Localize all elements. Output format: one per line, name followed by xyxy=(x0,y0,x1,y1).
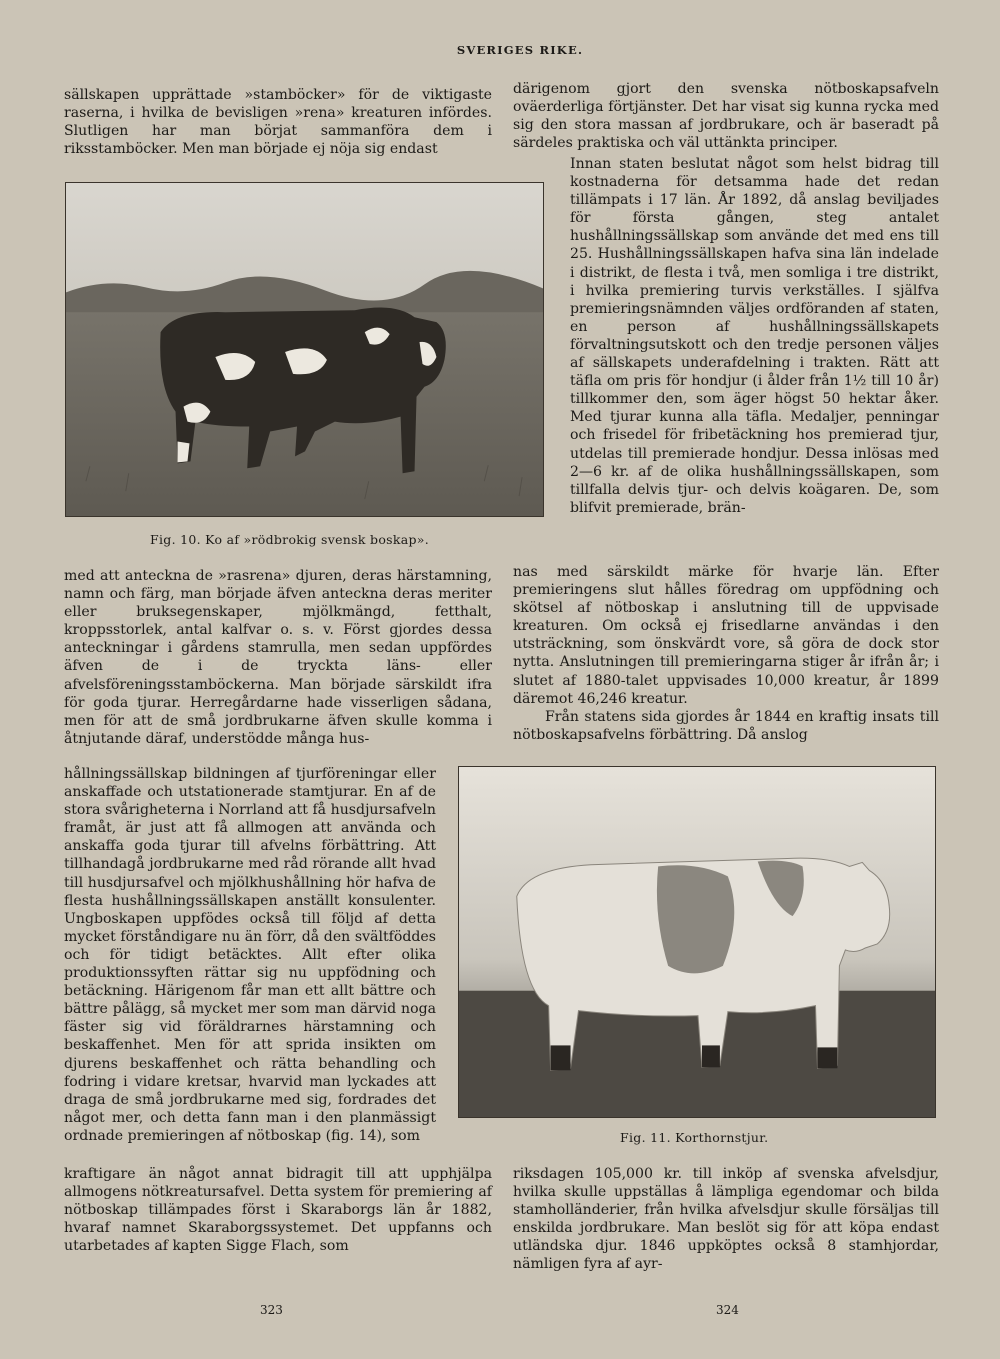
right-column-indented-text xyxy=(570,155,939,517)
paragraph: riksdagen 105,000 kr. till inköp af svenska afvelsdjur, hvilka skulle uppställas å lämpliga egendomar och bilda stamholländerier, från hvilka afvelsdjur skulle försäljas till enskilda jordbrukare. Man beslöt sig för att köpa endast utländska djur. 1846 uppköptes också 8 stamhjordar, nämligen fyra af ayr- xyxy=(513,1166,939,1273)
paragraph: med att anteckna de »rasrena» djuren, deras härstamning, namn och färg, man började äfven anteckna deras meriter eller bruksegenskaper, mjölkmängd, fetthalt, kroppsstorlek, antal kalfvar o. s. v. Först gjordes dessa anteckningar i gårdens stamrulla, men sedan uppfördes äfven de i de tryckta läns- eller afvelsföreningsstamböckerna. Man började särskildt ifra för goda tjurar. Herregårdarne hade visserligen sådana, men för att de små jordbrukarne äfven skulle komma i åtnjutande däraf, understödde många hus- xyxy=(64,568,492,747)
paragraph: hållningssällskap bildningen af tjurföreningar eller anskaffade och utstationerade stamtjurar. En af de stora svårigheterna i Norrland att få husdjursafveln framåt, är just att få allmogen att använda och anskaffa goda tjurar till afvelns förbättring. Att tillhandagå jordbrukarne med råd rörande allt hvad till husdjursafvel och mjölkhushållning hör hafva de flesta hushållningssällskapen anställt konsulenter. Ungboskapen uppfödes också till följd af detta mycket förståndigare nu än förr, då den svältföddes och för tidigt betäcktes. Allt efter olika produktionssyften rättar sig nu uppfödning och betäckning. Härigenom får man ett allt bättre och bättre pålägg, så mycket mer som man därvid noga fäster sig vid föräldrarnes härstamning och beskaffenhet. Men för att sprida insikten om djurens beskaffenhet och rätta behandling och fodring i vidare kretsar, hvarvid man lyckades att draga de små jordbrukarne med sig, fordrades det något mer, och detta fann man i den planmässigt ordnade premieringen af nötboskap (fig. 14), som xyxy=(64,766,436,1144)
right-column-bottom-text xyxy=(513,1165,939,1274)
paragraph: därigenom gjort den svenska nötboskapsafveln oväerderliga förtjänster. Det har visat sig kunna rycka med sig den stora massan af jordbrukare, och är baseradt på särdeles praktiska och väl uttänkta principer. xyxy=(513,81,939,152)
right-column-top-text xyxy=(513,80,939,152)
left-column-middle-text xyxy=(64,567,492,748)
figure-11-bull-photo xyxy=(458,766,936,1118)
bull-photo-image xyxy=(459,767,935,1117)
figure-10-caption: Fig. 10. Ko af »rödbrokig svensk boskap». xyxy=(150,532,430,547)
paragraph: sällskapen upprättade »stamböcker» för de viktigaste raserna, i hvilka de bevisligen »rena» kreaturen infördes. Slutligen har man börjat sammanföra dem i riksstamböcker. Men man började ej nöja sig endast xyxy=(64,87,492,158)
page-number-right: 324 xyxy=(716,1303,739,1317)
cow-photo-image xyxy=(66,183,543,516)
figure-10-cow-photo xyxy=(65,182,544,517)
paragraph: nas med särskildt märke för hvarje län. Efter premieringens slut hålles föredrag om uppfödning och skötsel af nötboskap i anslutning till de uppvisade kreaturen. Om också ej frisedlarne användas i den utsträckning, som önskvärdt vore, så göra de dock stor nytta. Anslutningen till premieringarna stiger år ifrån år; i slutet af 1880-talet uppvisades 10,000 kreatur, år 1899 däremot 46,246 kreatur. xyxy=(513,564,939,707)
right-column-middle-text xyxy=(513,563,939,744)
paragraph: kraftigare än något annat bidragit till att upphjälpa allmogens nötkreatursafvel. Detta system för premiering af nötboskap tillämpades först i Skaraborgs län år 1882, hvaraf namnet Skaraborgssystemet. Det uppfanns och utarbetades af kapten Sigge Flach, som xyxy=(64,1166,492,1255)
running-header: SVERIGES RIKE. xyxy=(456,43,584,57)
paragraph: Från statens sida gjordes år 1844 en kraftig insats till nötboskapsafvelns förbättring. Då anslog xyxy=(513,708,939,743)
figure-11-caption: Fig. 11. Korthornstjur. xyxy=(620,1130,769,1145)
paragraph: Innan staten beslutat något som helst bidrag till kostnaderna för detsamma hade det redan tillämpats i 17 län. År 1892, då anslag beviljades för första gången, steg antalet hushållningssällskap som använde det med ens till 25. Hushållningssällskapen hafva sina län indelade i distrikt, de flesta i två, men somliga i tre distrikt, i hvilka premiering turvis verkställes. I själfva premieringsnämnden väljes ordföranden af staten, en person af hushållningssällskapets förvaltningsutskott och den tredje personen väljes af sällskapets underafdelning i trakten. Rätt att täfla om pris för hondjur (i ålder från 1½ till 10 år) tillkommer den, som äger högst 50 hektar åker. Med tjurar kunna alla täfla. Medaljer, penningar och frisedel för fribetäckning hos premierad tjur, utdelas till premierade hondjur. Dessa inlösas med 2—6 kr. af de olika hushållningssällskapen, som tillfalla delvis tjur- och delvis koägaren. De, som blifvit premierade, brän- xyxy=(570,156,939,516)
page-number-left: 323 xyxy=(260,1303,283,1317)
left-column-top-text xyxy=(64,86,492,158)
left-column-narrow-text xyxy=(64,765,436,1145)
left-column-bottom-text xyxy=(64,1165,492,1255)
